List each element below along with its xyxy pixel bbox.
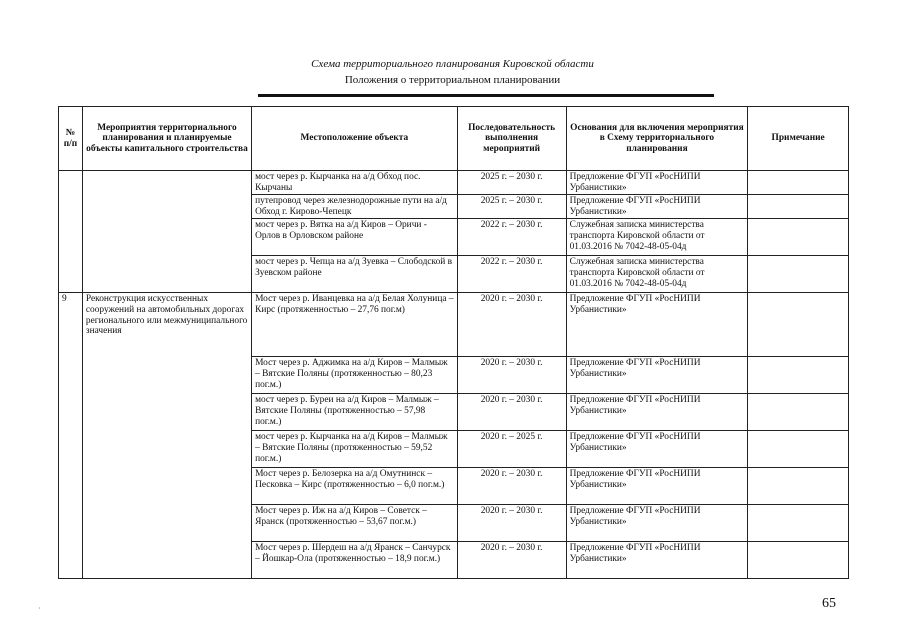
cell-location: Мост через р. Иж на а/д Киров – Советск – Яранск (протяженностью – 53,67 пог.м.): [252, 505, 458, 542]
cell-basis: Предложение ФГУП «РосНИПИ Урбанистики»: [566, 357, 748, 394]
col-header-basis: Основания для включения мероприятия в Схему территориального планирования: [566, 107, 748, 171]
cell-sequence: 2020 г. – 2030 г.: [457, 542, 566, 579]
cell-location: Мост через р. Белозерка на а/д Омутнинск – Песковка – Кирс (протяженностью – 6,0 пог.м.): [252, 468, 458, 505]
col-header-no: № п/п: [59, 107, 83, 171]
page-number: 65: [822, 596, 836, 611]
cell-note: [748, 256, 849, 293]
cell-sequence: 2020 г. – 2030 г.: [457, 293, 566, 357]
table-row: [59, 293, 849, 357]
cell-location: путепровод через железнодорожные пути на а/д Обход г. Кирово-Чепецк: [252, 195, 458, 219]
header-rule: [258, 94, 714, 97]
cell-basis: Служебная записка министерства транспорта Кировской области от 01.03.2016 № 7042-48-05-04д: [566, 256, 748, 293]
cell-location: мост через р. Кырчанка на а/д Киров – Малмыж – Вятские Поляны (протяженностью – 59,52 пог.м.): [252, 431, 458, 468]
cell-basis: Предложение ФГУП «РосНИПИ Урбанистики»: [566, 431, 748, 468]
cell-sequence: 2020 г. – 2030 г.: [457, 394, 566, 431]
table-row: [59, 171, 849, 195]
cell-note: [748, 468, 849, 505]
scan-speck: ·: [38, 604, 41, 613]
cell-event: [82, 171, 251, 293]
cell-basis: Служебная записка министерства транспорта Кировской области от 01.03.2016 № 7042-48-05-04д: [566, 219, 748, 256]
cell-location: мост через р. Вятка на а/д Киров – Оричи - Орлов в Орловском районе: [252, 219, 458, 256]
document-subtitle: Положения о территориальном планировании: [344, 74, 561, 86]
cell-sequence: 2022 г. – 2030 г.: [457, 219, 566, 256]
cell-no: [59, 171, 83, 293]
col-header-event: Мероприятия территориального планирования и планируемые объекты капитального строительства: [82, 107, 251, 171]
cell-location: мост через р. Кырчанка на а/д Обход пос. Кырчаны: [252, 171, 458, 195]
col-header-sequence: Последовательность выполнения мероприятий: [457, 107, 566, 171]
cell-location: Мост через р. Иванцевка на а/д Белая Холуница – Кирс (протяженностью – 27,76 пог.м): [252, 293, 458, 357]
cell-sequence: 2022 г. – 2030 г.: [457, 256, 566, 293]
cell-basis: Предложение ФГУП «РосНИПИ Урбанистики»: [566, 293, 748, 357]
cell-sequence: 2020 г. – 2030 г.: [457, 468, 566, 505]
cell-sequence: 2020 г. – 2030 г.: [457, 357, 566, 394]
cell-note: [748, 357, 849, 394]
cell-basis: Предложение ФГУП «РосНИПИ Урбанистики»: [566, 171, 748, 195]
cell-location: мост через р. Буреи на а/д Киров – Малмыж – Вятские Поляны (протяженностью – 57,98 пог.м.): [252, 394, 458, 431]
cell-note: [748, 542, 849, 579]
cell-note: [748, 431, 849, 468]
cell-basis: Предложение ФГУП «РосНИПИ Урбанистики»: [566, 542, 748, 579]
cell-sequence: 2025 г. – 2030 г.: [457, 171, 566, 195]
cell-sequence: 2020 г. – 2030 г.: [457, 505, 566, 542]
cell-event: Реконструкция искусственных сооружений на автомобильных дорогах регионального или межмуниципального значения: [82, 293, 251, 579]
cell-basis: Предложение ФГУП «РосНИПИ Урбанистики»: [566, 468, 748, 505]
planning-table: [58, 106, 849, 579]
cell-location: Мост через р. Аджимка на а/д Киров – Малмыж – Вятские Поляны (протяженностью – 80,23 пог.м.): [252, 357, 458, 394]
cell-note: [748, 219, 849, 256]
cell-note: [748, 293, 849, 357]
col-header-note: Примечание: [748, 107, 849, 171]
cell-no: 9: [59, 293, 83, 579]
cell-sequence: 2020 г. – 2025 г.: [457, 431, 566, 468]
cell-sequence: 2025 г. – 2030 г.: [457, 195, 566, 219]
cell-basis: Предложение ФГУП «РосНИПИ Урбанистики»: [566, 505, 748, 542]
cell-location: мост через р. Чепца на а/д Зуевка – Слободской в Зуевском районе: [252, 256, 458, 293]
cell-note: [748, 171, 849, 195]
document-title: Схема территориального планирования Кировской области: [311, 58, 594, 70]
cell-basis: Предложение ФГУП «РосНИПИ Урбанистики»: [566, 195, 748, 219]
cell-note: [748, 195, 849, 219]
cell-location: Мост через р. Шердеш на а/д Яранск – Санчурск – Йошкар-Ола (протяженностью – 18,9 пог.м.): [252, 542, 458, 579]
cell-note: [748, 394, 849, 431]
cell-note: [748, 505, 849, 542]
cell-basis: Предложение ФГУП «РосНИПИ Урбанистики»: [566, 394, 748, 431]
col-header-location: Местоположение объекта: [252, 107, 458, 171]
